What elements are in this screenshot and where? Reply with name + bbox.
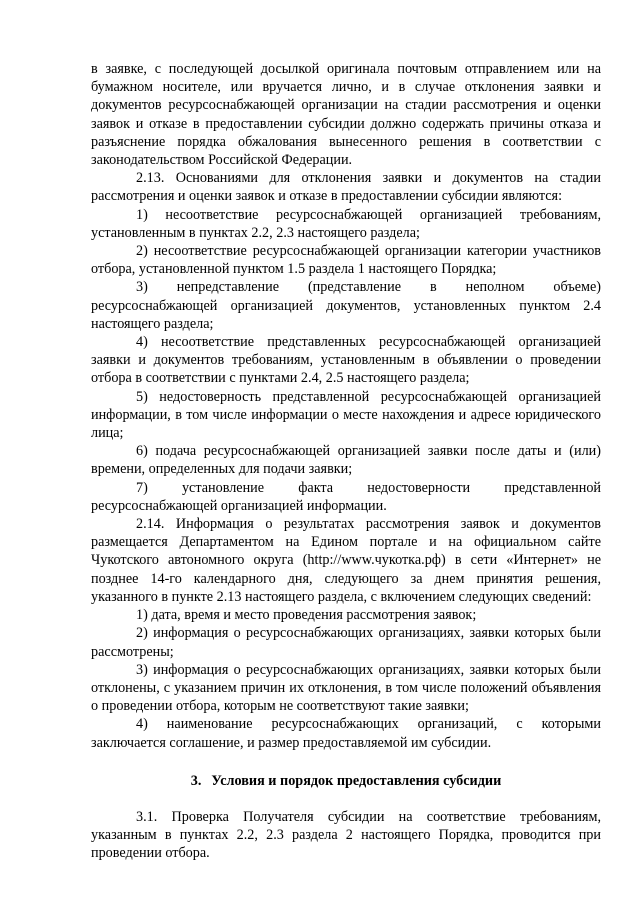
paragraph: 2) несоответствие ресурсоснабжающей организации категории участников отбора, установленной пунктом 1.5 раздела 1 настоящего Порядка;: [91, 243, 601, 278]
paragraph: 6) подача ресурсоснабжающей организацией заявки после даты и (или) времени, определенных для подачи заявки;: [91, 443, 601, 478]
paragraph: 4) несоответствие представленных ресурсоснабжающей организацией заявки и документов требованиям, установленным в объявлении о проведении отбора в соответствии с пунктами 2.4, 2.5 настоящего раздела;: [91, 334, 601, 387]
paragraph: 3) непредставление (представление в неполном объеме) ресурсоснабжающей организацией документов, установленных пунктом 2.4 настоящего раздела;: [91, 279, 601, 332]
section-number: 3.: [190, 772, 202, 789]
paragraphs-before: [91, 60, 601, 752]
section-title: Условия и порядок предоставления субсидии: [211, 772, 502, 789]
paragraph: 7) установление факта недостоверности представленной ресурсоснабжающей организацией информации.: [91, 479, 601, 514]
document-body: [91, 60, 601, 863]
paragraph: в заявке, с последующей досылкой оригинала почтовым отправлением или на бумажном носителе, или вручается лично, и в случае отклонения заявки и документов ресурсоснабжающей организации на стадии рассмотрения и оценки заявок и отказе в предоставлении субсидии должно содержать причины отказа и разъяснение порядка обжалования вынесенного решения в соответствии с законодательством Российской Федерации.: [91, 61, 601, 169]
paragraph: 5) недостоверность представленной ресурсоснабжающей организацией информации, в том числе информации о месте нахождения и адресе юридического лица;: [91, 388, 601, 442]
paragraph: 4) наименование ресурсоснабжающих организаций, с которыми заключается соглашение, и размер предоставляемой им субсидии.: [91, 716, 601, 751]
paragraph: 1) несоответствие ресурсоснабжающей организацией требованиям, установленным в пунктах 2.2, 2.3 настоящего раздела;: [91, 206, 601, 241]
paragraph: 3) информация о ресурсоснабжающих организациях, заявки которых были отклонены, с указанием причин их отклонения, в том числе положений объявления о проведении отбора, которым не соответствуют такие заявки;: [91, 661, 601, 715]
section-heading: [91, 772, 601, 790]
paragraphs-after: [91, 808, 601, 863]
paragraph: 2) информация о ресурсоснабжающих организациях, заявки которых были рассмотрены;: [91, 625, 601, 660]
paragraph: 3.1. Проверка Получателя субсидии на соответствие требованиям, указанным в пунктах 2.2, 2.3 раздела 2 настоящего Порядка, проводится при проведении отбора.: [91, 808, 601, 862]
paragraph: 2.13. Основаниями для отклонения заявки и документов на стадии рассмотрения и оценки заявок и отказе в предоставлении субсидии являются:: [91, 170, 601, 205]
paragraph: 1) дата, время и место проведения рассмотрения заявок;: [136, 607, 477, 624]
paragraph: 2.14. Информация о результатах рассмотрения заявок и документов размещается Департаментом на Едином портале и на официальном сайте Чукотского автономного округа (http://www.чукотка.рф) в сети «Интернет» не позднее 14-го календарного дня, следующего за днем принятия решения, указанного в пункте 2.13 настоящего раздела, с включением следующих сведений:: [91, 516, 601, 605]
